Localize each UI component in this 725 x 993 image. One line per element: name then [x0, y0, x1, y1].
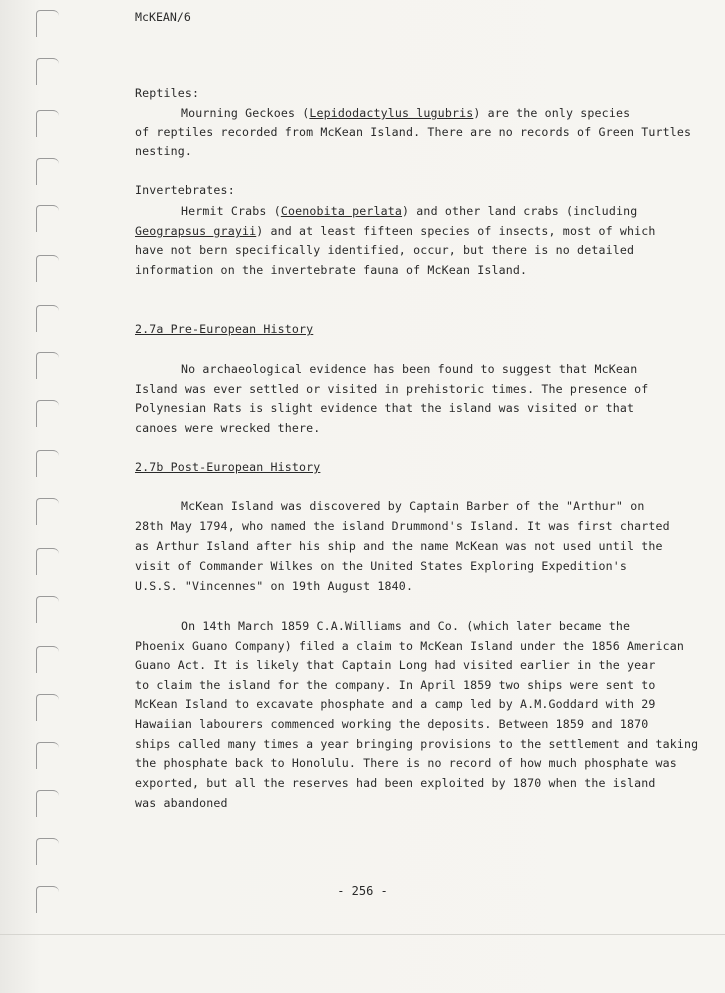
text-fragment: ) and at least fifteen species of insects, most of which [256, 224, 656, 238]
binder-hole [36, 838, 59, 865]
post-european-p2-line: Guano Act. It is likely that Captain Long had visited earlier in the year [135, 658, 656, 672]
binder-holes [36, 0, 64, 993]
post-european-p1-line: 28th May 1794, who named the island Drummond's Island. It was first charted [135, 519, 670, 533]
text-fragment: Mourning Geckoes ( [181, 106, 310, 120]
species-name: Geograpsus grayii [135, 224, 257, 238]
binder-hole [36, 158, 59, 185]
binder-hole [36, 352, 59, 379]
invertebrates-line: information on the invertebrate fauna of McKean Island. [135, 263, 528, 277]
running-header: McKEAN/6 [135, 10, 191, 24]
binder-hole [36, 400, 59, 427]
post-european-p2-line: exported, but all the reserves had been exploited by 1870 when the island [135, 776, 656, 790]
pre-european-line: canoes were wrecked there. [135, 421, 321, 435]
species-name: Lepidodactylus lugubris [309, 106, 474, 120]
post-european-p2-line: McKean Island to excavate phosphate and a camp led by A.M.Goddard with 29 [135, 697, 656, 711]
invertebrates-line: have not bern specifically identified, occur, but there is no detailed [135, 243, 635, 257]
section-heading-post-european: 2.7b Post-European History [135, 460, 321, 474]
post-european-p1-line: McKean Island was discovered by Captain Barber of the "Arthur" on [181, 499, 645, 513]
binder-hole [36, 596, 59, 623]
binder-hole [36, 10, 59, 37]
binder-hole [36, 255, 59, 282]
binder-hole [36, 646, 59, 673]
post-european-p2-line: ships called many times a year bringing provisions to the settlement and taking [135, 737, 699, 751]
binder-hole [36, 450, 59, 477]
text-fragment: ) and other land crabs (including [402, 204, 638, 218]
binder-hole [36, 694, 59, 721]
post-european-p2-line: On 14th March 1859 C.A.Williams and Co. (which later became the [181, 619, 631, 633]
pre-european-line: Island was ever settled or visited in prehistoric times. The presence of [135, 382, 649, 396]
reptiles-line: nesting. [135, 144, 193, 158]
pre-european-line: Polynesian Rats is slight evidence that the island was visited or that [135, 401, 635, 415]
text-fragment: ) are the only species [473, 106, 631, 120]
post-european-p2-line: was abandoned [135, 796, 228, 810]
invertebrates-line [135, 222, 656, 242]
section-heading-pre-european: 2.7a Pre-European History [135, 322, 314, 336]
reptiles-heading: Reptiles: [135, 86, 200, 100]
text-fragment: Hermit Crabs ( [181, 204, 281, 218]
post-european-p2-line: Phoenix Guano Company) filed a claim to McKean Island under the 1856 American [135, 639, 685, 653]
pre-european-line: No archaeological evidence has been found to suggest that McKean [181, 362, 638, 376]
binder-hole [36, 548, 59, 575]
post-european-p2-line: Hawaiian labourers commenced working the deposits. Between 1859 and 1870 [135, 717, 649, 731]
post-european-p1-line: as Arthur Island after his ship and the name McKean was not used until the [135, 539, 663, 553]
invertebrates-line [135, 202, 637, 222]
post-european-p1-line: U.S.S. "Vincennes" on 19th August 1840. [135, 579, 414, 593]
post-european-p1-line: visit of Commander Wilkes on the United States Exploring Expedition's [135, 559, 627, 573]
binder-hole [36, 498, 59, 525]
reptiles-line: of reptiles recorded from McKean Island. There are no records of Green Turtles [135, 125, 692, 139]
post-european-p2-line: the phosphate back to Honolulu. There is no record of how much phosphate was [135, 756, 677, 770]
page-edge-line [0, 934, 725, 935]
reptiles-line [135, 104, 630, 124]
binder-hole [36, 742, 59, 769]
post-european-p2-line: to claim the island for the company. In April 1859 two ships were sent to [135, 678, 656, 692]
binder-hole [36, 205, 59, 232]
species-name: Coenobita perlata [280, 204, 403, 218]
binder-hole [36, 58, 59, 85]
invertebrates-heading: Invertebrates: [135, 183, 235, 197]
binder-hole [36, 110, 59, 137]
binder-hole [36, 305, 59, 332]
page-number: - 256 - [337, 884, 388, 898]
binder-hole [36, 790, 59, 817]
